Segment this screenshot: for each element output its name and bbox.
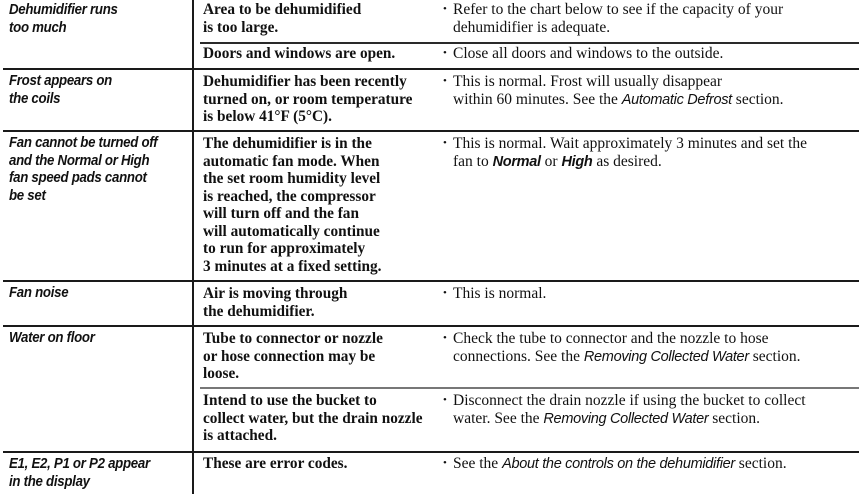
- problem-text: E1, E2, P1 or P2 appear: [9, 456, 150, 472]
- section-reference: Removing Collected Water: [543, 410, 709, 427]
- problem-text: in the display: [9, 473, 90, 490]
- action-text-part: or: [540, 152, 562, 170]
- action-text-part: section.: [708, 409, 761, 427]
- row-divider: [3, 130, 859, 132]
- section-reference: Automatic Defrost: [621, 91, 732, 108]
- cause-text: collect water, but the drain nozzle: [203, 409, 423, 427]
- action-text-part: See the: [453, 455, 503, 472]
- problem-text: Fan noise: [9, 285, 69, 301]
- bullet-icon: •: [443, 3, 447, 15]
- action-text: This is normal. Frost will usually disappear: [453, 73, 723, 90]
- action-cell: [443, 285, 855, 303]
- cause-cell: [203, 392, 448, 445]
- action-text: [453, 410, 855, 429]
- row-divider: [3, 68, 859, 70]
- action-text-part: within 60 minutes. See the: [453, 90, 622, 108]
- action-text: This is normal.: [453, 285, 547, 302]
- action-text-part: section.: [748, 347, 801, 365]
- bullet-icon: •: [443, 47, 447, 59]
- row-divider: [3, 280, 859, 282]
- fan-speed-normal-reference: Normal: [492, 153, 541, 170]
- cause-text: Doors and windows are open.: [203, 45, 396, 62]
- column-divider: [192, 0, 194, 494]
- action-text-part: section.: [734, 455, 787, 472]
- cause-cell: [203, 455, 448, 473]
- cause-cell: [203, 1, 448, 36]
- action-cell: [443, 73, 855, 109]
- action-cell: [443, 455, 855, 474]
- action-text-part: section.: [731, 90, 784, 108]
- cause-text: is too large.: [203, 18, 279, 36]
- problem-text: Water on floor: [9, 330, 95, 346]
- problem-cell: [9, 285, 173, 303]
- action-cell: [443, 392, 855, 428]
- bullet-icon: •: [443, 137, 447, 149]
- cause-cell: [203, 285, 448, 320]
- problem-cell: [9, 456, 173, 491]
- cause-text: Tube to connector or nozzle: [203, 330, 383, 347]
- cause-text: Intend to use the bucket to: [203, 392, 377, 409]
- sub-row-divider: [200, 42, 859, 44]
- bullet-icon: •: [443, 394, 447, 406]
- cause-text: or hose connection may be: [203, 347, 376, 365]
- action-text: Refer to the chart below to see if the capacity of your: [453, 1, 784, 18]
- cause-text: the set room humidity level: [203, 170, 381, 187]
- action-cell: [443, 330, 855, 366]
- bullet-icon: •: [443, 332, 447, 344]
- action-cell: [443, 135, 855, 171]
- cause-text: automatic fan mode. When: [203, 152, 380, 170]
- problem-cell: [9, 73, 173, 108]
- action-text: Close all doors and windows to the outside.: [453, 45, 724, 62]
- problem-cell: [9, 135, 173, 205]
- section-reference: Removing Collected Water: [583, 348, 749, 365]
- action-text: This is normal. Wait approximately 3 minutes and set the: [453, 135, 808, 152]
- problem-text: fan speed pads cannot: [9, 170, 147, 186]
- bullet-icon: •: [443, 75, 447, 87]
- cause-cell: [203, 330, 448, 383]
- cause-text: Air is moving through: [203, 285, 348, 302]
- problem-cell: [9, 2, 173, 37]
- action-text-part: water. See the: [453, 409, 544, 427]
- cause-text: is attached.: [203, 427, 277, 444]
- problem-cell: [9, 330, 173, 348]
- problem-text: too much: [9, 19, 67, 36]
- problem-text: Dehumidifier runs: [9, 2, 118, 18]
- problem-text: Frost appears on: [9, 73, 112, 89]
- cause-text: is below 41°F (5°C).: [203, 108, 332, 125]
- problem-text: the coils: [9, 90, 61, 107]
- cause-cell: [203, 135, 448, 275]
- action-text: [453, 348, 855, 367]
- cause-text: 3 minutes at a fixed setting.: [203, 257, 382, 275]
- fan-speed-high-reference: High: [561, 153, 593, 170]
- action-cell: [443, 1, 855, 36]
- section-reference: About the controls on the dehumidifier: [502, 456, 735, 472]
- bullet-icon: •: [443, 287, 447, 299]
- problem-text: and the Normal or High: [9, 152, 150, 169]
- cause-text: Area to be dehumidified: [203, 1, 362, 18]
- problem-text: be set: [9, 187, 46, 204]
- cause-text: Dehumidifier has been recently: [203, 73, 407, 90]
- action-text: dehumidifier is adequate.: [453, 18, 611, 36]
- cause-cell: [203, 45, 448, 63]
- action-cell: [443, 45, 855, 63]
- cause-text: turned on, or room temperature: [203, 90, 413, 108]
- cause-text: The dehumidifier is in the: [203, 135, 372, 152]
- cause-text: to run for approximately: [203, 240, 366, 257]
- action-text-part: fan to: [453, 152, 493, 170]
- action-text: Check the tube to connector and the nozzle to hose: [453, 330, 769, 347]
- cause-text: will automatically continue: [203, 222, 380, 240]
- action-text: [453, 153, 855, 172]
- problem-text: Fan cannot be turned off: [9, 135, 158, 151]
- bullet-icon: •: [443, 457, 447, 469]
- row-divider: [3, 451, 859, 453]
- action-text: [453, 91, 855, 110]
- cause-cell: [203, 73, 448, 126]
- action-text: [453, 455, 855, 474]
- action-text-part: connections. See the: [453, 347, 584, 365]
- action-text-part: as desired.: [592, 152, 662, 170]
- row-divider: [3, 325, 859, 327]
- cause-text: is reached, the compressor: [203, 187, 376, 205]
- cause-text: loose.: [203, 365, 240, 382]
- sub-row-divider: [200, 387, 859, 389]
- cause-text: These are error codes.: [203, 455, 348, 472]
- action-text: Disconnect the drain nozzle if using the bucket to collect: [453, 392, 806, 409]
- cause-text: will turn off and the fan: [203, 205, 359, 222]
- cause-text: the dehumidifier.: [203, 302, 315, 320]
